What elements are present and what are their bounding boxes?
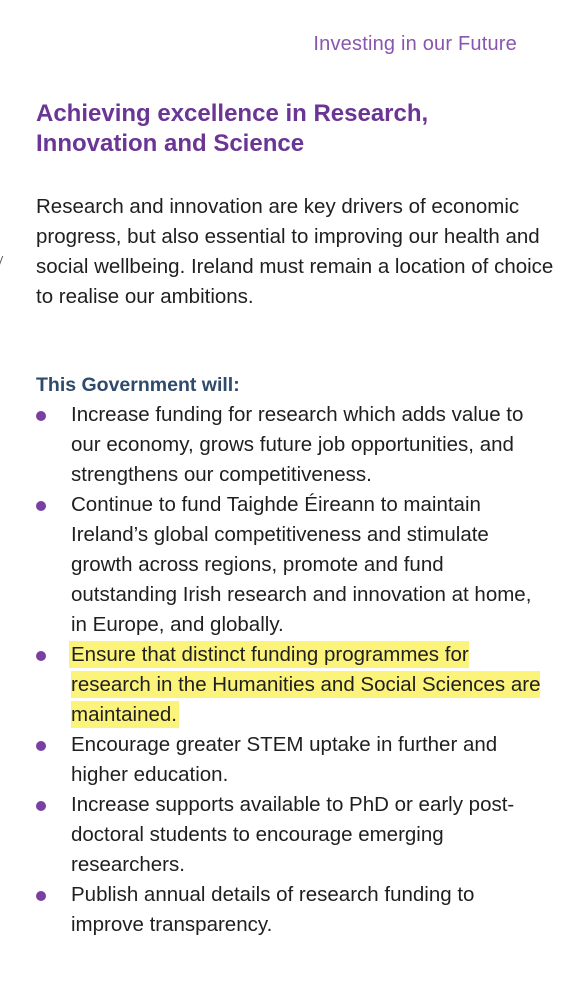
bullet-dot-icon: [36, 501, 46, 511]
running-header: Investing in our Future: [313, 33, 517, 55]
list-item: [0, 790, 541, 880]
list-item: [0, 490, 541, 640]
bullet-dot-icon: [36, 651, 46, 661]
highlighted-text: Ensure that distinct funding programmes for research in the Humanities and Social Sciences are maintained.: [71, 643, 541, 726]
section-title-line-1: Achieving excellence in Research,: [36, 100, 429, 127]
list-item-highlighted: [0, 640, 541, 730]
list-item-text: Encourage greater STEM uptake in further and higher education.: [71, 733, 498, 786]
bullet-dot-icon: [36, 891, 46, 901]
section-title: [36, 99, 556, 159]
list-item: [0, 880, 541, 940]
list-item-text: Publish annual details of research funding to improve transparency.: [71, 883, 475, 936]
bullet-dot-icon: [36, 741, 46, 751]
list-item-text: Increase funding for research which adds value to our economy, grows future job opportunities, and strengthens our competitiveness.: [71, 403, 524, 486]
margin-mark: [0, 256, 7, 268]
bullet-dot-icon: [36, 411, 46, 421]
list-item-text: Increase supports available to PhD or early post-doctoral students to encourage emerging researchers.: [71, 793, 515, 876]
commitments-list: [0, 400, 573, 940]
bullet-dot-icon: [36, 801, 46, 811]
section-title-line-2: Innovation and Science: [36, 130, 305, 157]
list-item: [0, 400, 541, 490]
commitments-lead: This Government will:: [36, 374, 240, 396]
list-item-text: Continue to fund Taighde Éireann to maintain Ireland’s global competitiveness and stimulate growth across regions, promote and fund outstanding Irish research and innovation at home, in Europe, and globally.: [71, 493, 532, 636]
list-item: [0, 730, 541, 790]
intro-paragraph: Research and innovation are key drivers of economic progress, but also essential to improving our health and social wellbeing. Ireland must remain a location of choice to realise our ambitions.: [36, 195, 554, 308]
